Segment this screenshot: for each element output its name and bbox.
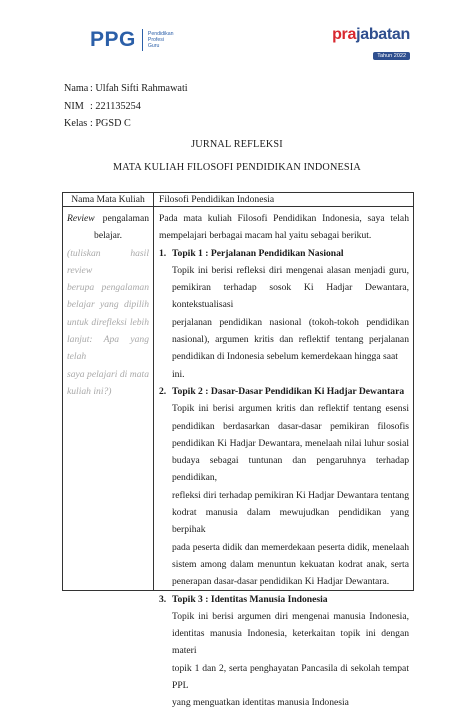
ppg-logo-subtitle: Pendidikan Profesi Guru	[147, 31, 174, 49]
table-left-cell	[67, 210, 149, 400]
document-subtitle: MATA KULIAH FILOSOFI PENDIDIKAN INDONESIA	[113, 162, 361, 173]
topic-heading: 1. Topik 1 : Perjalanan Pendidikan Nasional	[159, 247, 344, 259]
topic-heading: 3. Topik 3 : Identitas Manusia Indonesia	[159, 593, 328, 605]
table-column-divider	[153, 193, 154, 590]
prajabatan-logo	[330, 26, 410, 62]
topic-body: Topik ini berisi argumen diri mengenai manusia Indonesia, identitas manusia Indonesia, keterkaitan topik ini dengan materi topik 1 dan 2, serta penghayatan Pancasila di sekolah tempat PPL yang menguatkan identitas manusia Indonesia	[172, 610, 409, 709]
review-hint: (tuliskan hasil review berupa pengalaman belajar yang dipilih untuk direfleksi lebih lanjut: Apa yang telah saya pelajari di mata kuliah ini?)	[67, 247, 149, 397]
identity-class-row	[64, 115, 188, 133]
prajabatan-logo-text: prajabatan	[332, 26, 410, 43]
topic-item	[159, 591, 409, 712]
ppg-logo-text: PPG	[90, 28, 136, 51]
reflection-intro: Pada mata kuliah Filosofi Pendidikan Indonesia, saya telah mempelajari berbagai macam hal yaitu sebagai berikut.	[159, 213, 409, 242]
identity-nim-row	[64, 98, 188, 116]
topic-body: Topik ini berisi refleksi diri mengenai alasan menjadi guru, pemikiran terhadap sosok Ki Hadjar Dewantara, kontekstualisasi perjalanan pendidikan nasional (tokoh-tokoh pendidikan nasional), argumen kritis dan reflektif tentang perjalanan pendidikan di Indonesia sebelum kemerdekaan hingga saat ini.	[172, 264, 409, 380]
table-head-left: Nama Mata Kuliah	[71, 194, 145, 205]
review-label-line2: belajar.	[94, 230, 122, 242]
identity-label: Nama	[64, 83, 89, 94]
table-right-cell	[159, 210, 409, 712]
identity-label: Kelas	[64, 118, 88, 129]
table-header-row	[63, 193, 413, 207]
document-title: JURNAL REFLEKSI	[191, 139, 283, 150]
identity-value: : PGSD C	[90, 118, 131, 129]
prajabatan-year-tag: Tahun 2022	[373, 52, 410, 60]
ppg-logo	[90, 28, 174, 52]
reflection-table	[62, 192, 414, 709]
identity-label: NIM	[64, 100, 84, 112]
identity-value: : Ulfah Sifti Rahmawati	[90, 83, 188, 94]
identity-name-row	[64, 80, 188, 98]
topic-body: Topik ini berisi argumen kritis dan reflektif tentang esensi pendidikan berdasarkan dasar-dasar pemikiran filosofis pendidikan Ki Hadjar Dewantara, menelaah nilai luhur sosial budaya sebagai tuntunan dan pengaruhnya terhadap pendidikan, refleksi diri terhadap pemikiran Ki Hadjar Dewantara tentang kodrat manusia dalam mewujudkan pendidikan yang berpihak pada peserta didik dan memerdekaan peserta didik, menelaah sistem among dalam menuntun kekuatan kodrat anak, serta penerapan dasar-dasar pendidikan Ki Hadjar Dewantara.	[172, 403, 409, 588]
topic-heading: 2. Topik 2 : Dasar-Dasar Pendidikan Ki Hadjar Dewantara	[159, 385, 405, 397]
identity-value: : 221135254	[90, 100, 141, 112]
topic-item	[159, 245, 409, 383]
ppg-logo-divider	[142, 29, 143, 51]
student-identity	[64, 80, 188, 133]
review-label: Review pengalaman	[67, 213, 149, 224]
table-head-right: Filosofi Pendidikan Indonesia	[159, 194, 275, 205]
topic-item	[159, 383, 409, 591]
